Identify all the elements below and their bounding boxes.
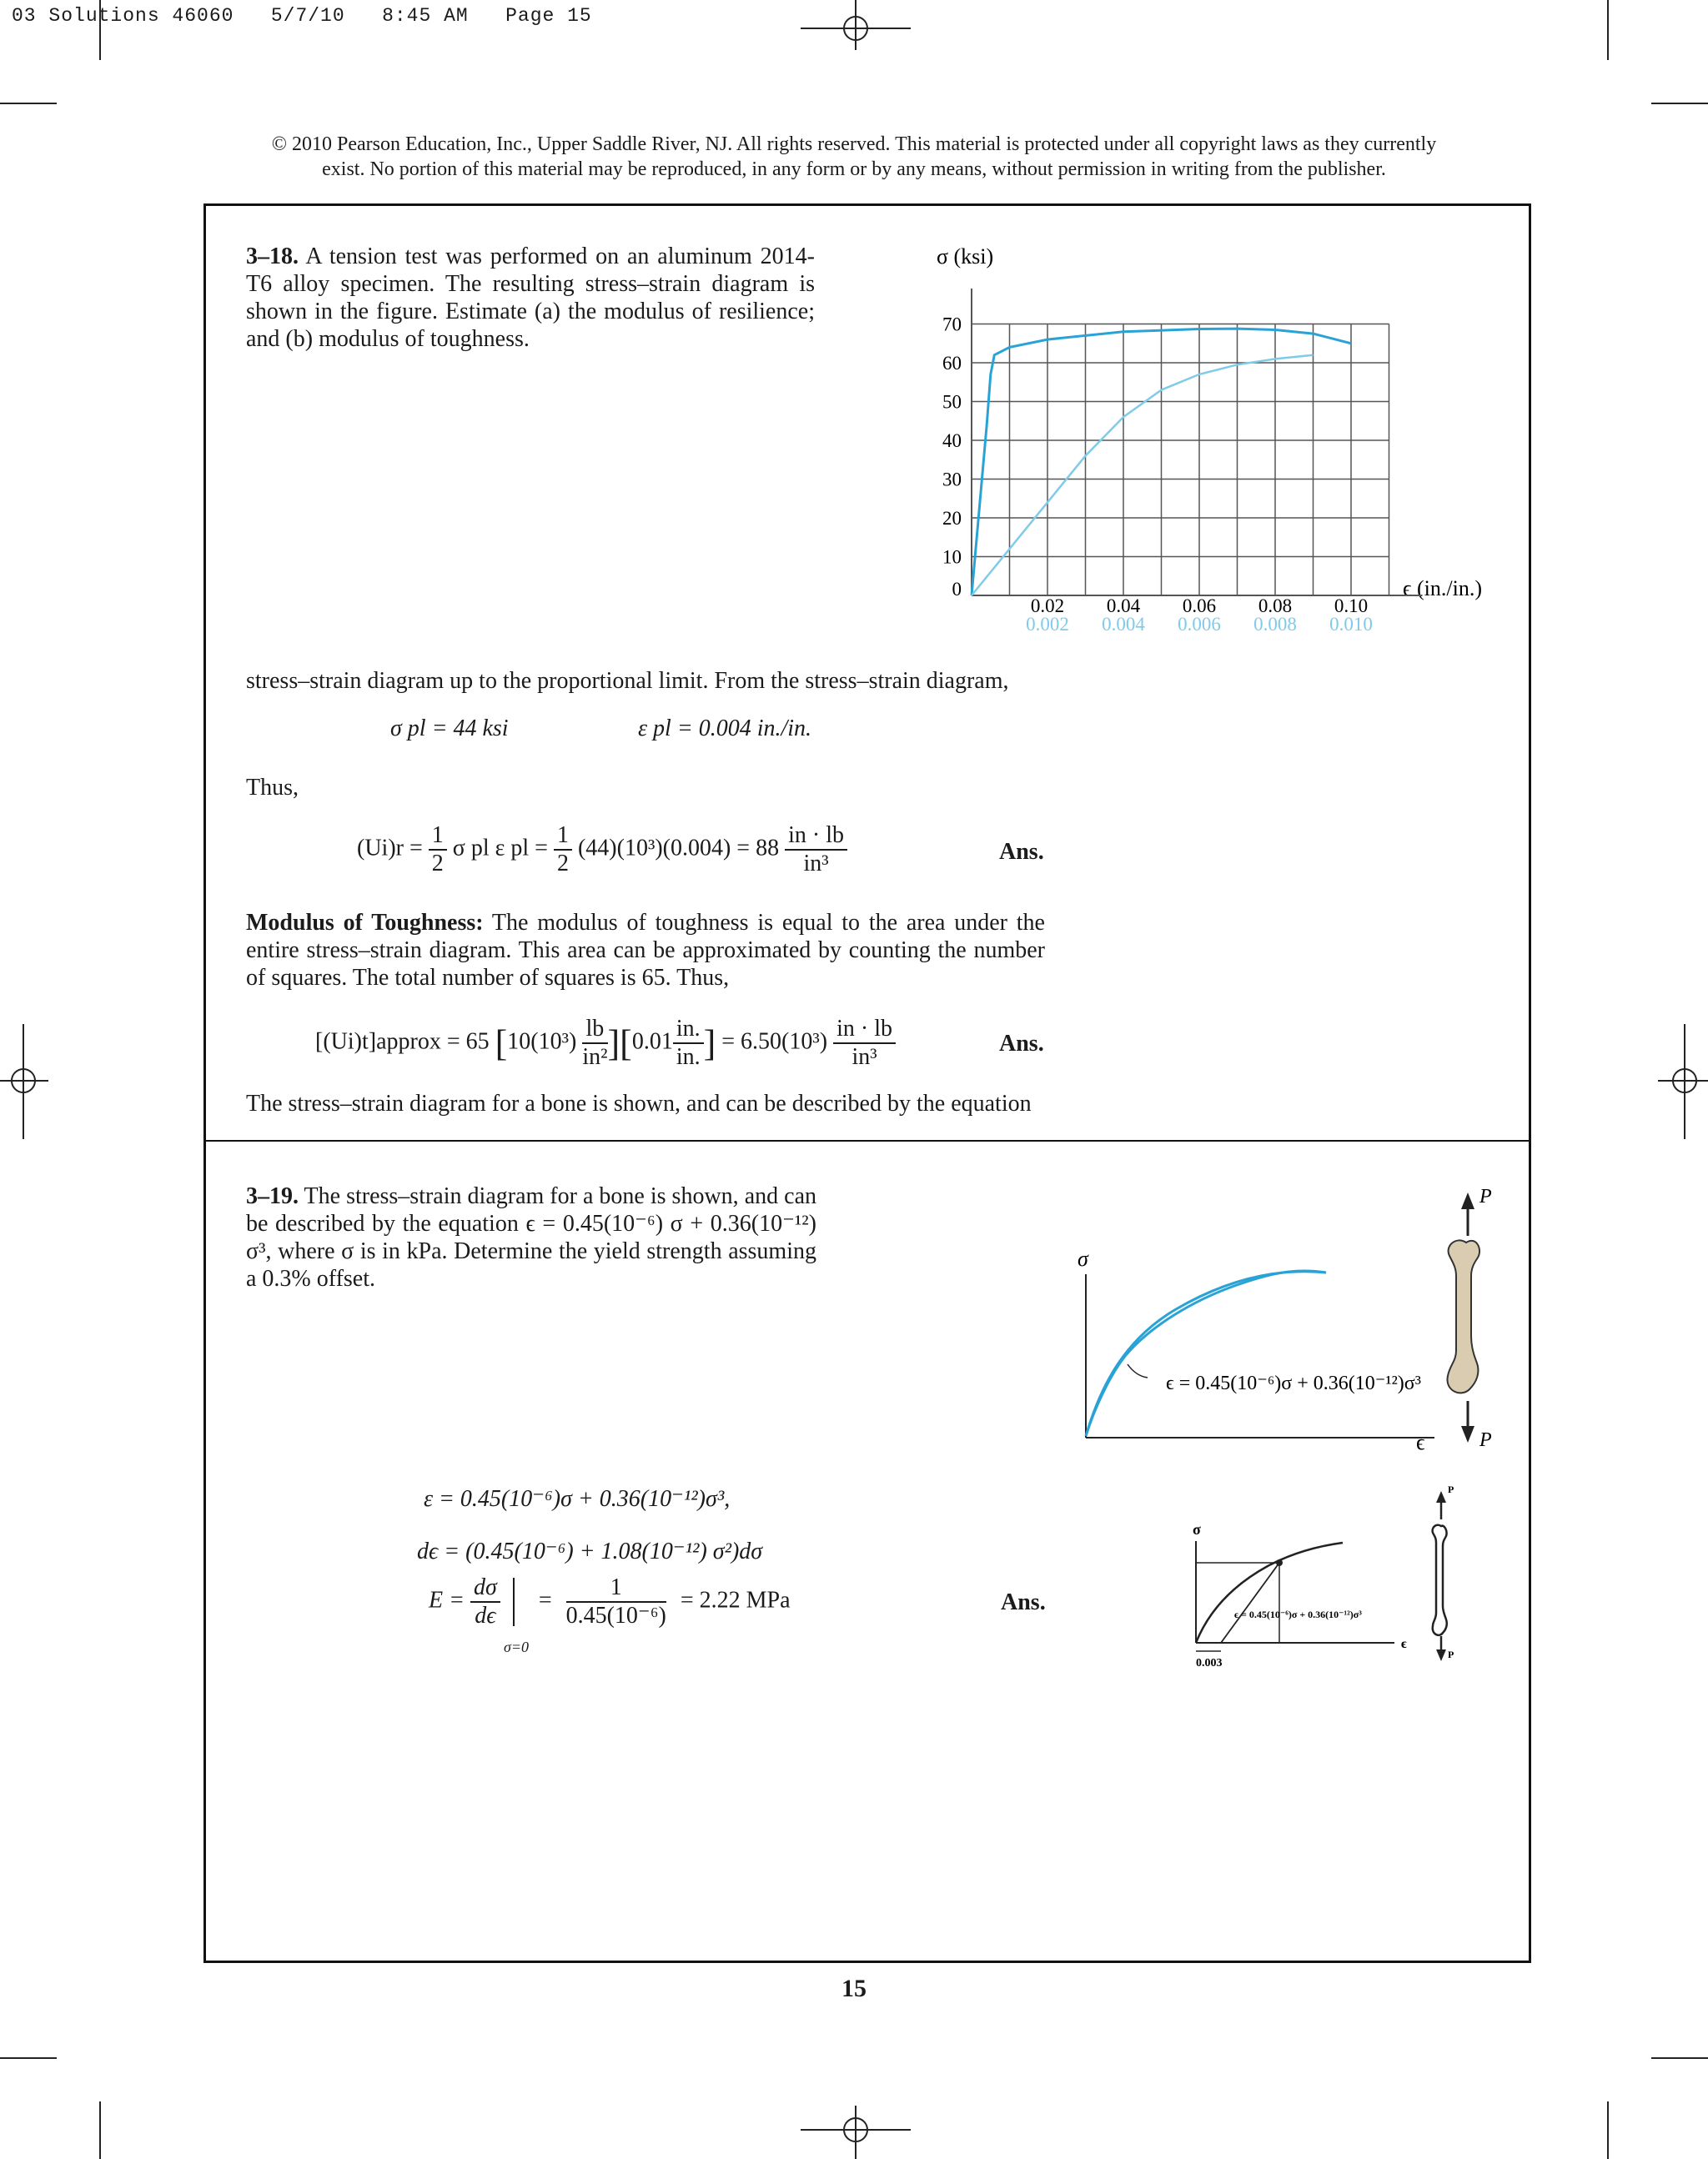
toughness-factor-2: 0.01 <box>631 1028 673 1055</box>
t-unit-den: in³ <box>851 1044 877 1070</box>
x-tick-label-lower: 0.002 <box>1026 614 1069 635</box>
answer-label-toughness: Ans. <box>999 1031 1044 1057</box>
derivative-num: dσ <box>470 1574 500 1603</box>
half-num: 1 <box>429 822 447 851</box>
problem-3-19-statement <box>246 1182 816 1293</box>
resilience-intro: stress–strain diagram up to the proportional limit. From the stress–strain diagram, <box>246 668 1009 694</box>
bone-curve <box>1086 1272 1326 1436</box>
y-tick-label: 20 <box>942 508 962 529</box>
thus-label: Thus, <box>246 775 299 801</box>
unit-lb-per-in2 <box>582 1016 607 1071</box>
epsilon-label-b: ϵ <box>1401 1637 1407 1651</box>
y-tick-label: 30 <box>942 469 962 490</box>
problem-number-3-19: 3–19. <box>246 1183 299 1209</box>
bone-icon <box>1447 1240 1479 1393</box>
y-tick-label: 40 <box>942 430 962 451</box>
inverse-num: 1 <box>566 1574 666 1603</box>
sigma-label: σ <box>1078 1247 1088 1271</box>
sigma-label-b: σ <box>1193 1521 1201 1538</box>
resilience-values: (44)(10³)(0.004) = 88 <box>577 835 780 861</box>
inverse-den: 0.45(10⁻⁶) <box>565 1603 666 1629</box>
unit-in-per-in <box>673 1016 704 1071</box>
toughness-equation: [(Ui)t]approx = 65 [10(10³) $\frac{lb}{\text{in²}}$ ][0.01 $\frac{in.}{in.}$ ] = 6.50(10³) $\frac{in \cdot lb}{\text{in³}}$ <box>315 1016 896 1071</box>
equals-sign: = <box>538 1587 552 1614</box>
x-tick-label-lower: 0.004 <box>1102 614 1145 635</box>
inverse-fraction <box>566 1574 666 1629</box>
in2-den: in² <box>582 1044 608 1070</box>
resilience-unit <box>785 822 847 877</box>
fraction-half <box>429 822 447 877</box>
toughness-result: = 6.50(10³) <box>721 1028 828 1055</box>
x-tick-label-upper: 0.06 <box>1182 595 1217 616</box>
modulus-lhs: E = <box>429 1587 465 1614</box>
copyright-line-2: exist. No portion of this material may be reproduced, in any form or by any means, without permission in writing from the publisher. <box>322 158 1386 180</box>
y-tick-label: 0 <box>952 579 962 600</box>
stress-strain-chart-3-18 <box>909 233 1510 650</box>
bone-icon-small <box>1433 1525 1447 1635</box>
unit-num: in · lb <box>785 822 847 851</box>
evaluation-point: σ=0 <box>504 1639 530 1655</box>
problem-number: 3–18. <box>246 244 299 269</box>
x-tick-label-upper: 0.10 <box>1334 595 1369 616</box>
toughness-unit <box>833 1016 896 1071</box>
modulus-result: = 2.22 MPa <box>680 1587 791 1614</box>
y-tick-label: 70 <box>942 314 962 335</box>
y-axis-label: σ (ksi) <box>937 244 994 269</box>
curve-equation: ϵ = 0.45(10⁻⁶)σ + 0.36(10⁻¹²)σ³ <box>1166 1373 1421 1394</box>
problem-3-18-statement <box>246 243 815 353</box>
x-tick-label-lower: 0.008 <box>1253 614 1297 635</box>
half-den-2: 2 <box>556 851 569 876</box>
load-label-bottom: P <box>1479 1429 1492 1451</box>
statement-text-3-19: The stress–strain diagram for a bone is shown, and can be described by the equation ϵ = 0.45(10⁻⁶) σ + 0.36(10⁻¹²) σ³, where σ is in kPa. Determine the yield strength assuming a 0.3% offset. <box>246 1183 817 1292</box>
eps-pl: ε pl = 0.004 in./in. <box>638 715 812 741</box>
y-tick-label: 50 <box>942 391 962 413</box>
toughness-lhs: [(Ui)t]approx = 65 <box>315 1028 490 1055</box>
page-number: 15 <box>841 1975 867 2002</box>
resilience-equation <box>357 822 847 877</box>
differential-equation: dϵ = (0.45(10⁻⁶) + 1.08(10⁻¹²) σ²)dσ <box>417 1539 763 1564</box>
x-tick-label-upper: 0.04 <box>1106 595 1141 616</box>
half-num-2: 1 <box>554 822 572 851</box>
x-axis-label: ϵ (in./in.) <box>1403 576 1483 600</box>
x-tick-label-upper: 0.08 <box>1258 595 1293 616</box>
load-label-top-b: P <box>1448 1484 1454 1495</box>
statement-text: A tension test was performed on an aluminum 2014-T6 alloy specimen. The resulting stress–strain diagram is shown in the figure. Estimate (a) the modulus of resilience; and (b) modulus of toughness. <box>246 244 815 352</box>
toughness-heading: Modulus of Toughness: <box>246 910 484 936</box>
toughness-paragraph <box>246 909 1045 992</box>
resilience-lhs: (Ui)r = <box>357 835 423 861</box>
trailing-text: The stress–strain diagram for a bone is shown, and can be described by the equation <box>246 1091 1032 1117</box>
sigma-pl: σ pl = 44 ksi <box>390 715 509 741</box>
answer-label-resilience: Ans. <box>999 839 1044 865</box>
t-unit-num: in · lb <box>833 1016 896 1044</box>
lb-num: lb <box>582 1016 607 1044</box>
lower-strain-curve <box>972 355 1314 595</box>
load-label-top: P <box>1479 1186 1492 1208</box>
half-den: 2 <box>431 851 444 876</box>
sigma-eps-product: σ pl ε pl = <box>452 835 548 861</box>
problem-divider <box>203 1140 1531 1142</box>
in-den: in. <box>676 1044 701 1070</box>
x-tick-label-upper: 0.02 <box>1030 595 1065 616</box>
derivative-den: dϵ <box>475 1603 496 1629</box>
derivative <box>470 1574 500 1629</box>
offset-method-figure <box>1176 1476 1459 1676</box>
modulus-equation <box>429 1574 791 1629</box>
bone-stress-strain-figure <box>1068 1176 1518 1468</box>
unit-den: in³ <box>803 851 829 876</box>
y-tick-label: 10 <box>942 546 962 568</box>
load-label-bottom-b: P <box>1448 1649 1454 1660</box>
x-tick-label-lower: 0.010 <box>1329 614 1373 635</box>
copyright-line-1: © 2010 Pearson Education, Inc., Upper Saddle River, NJ. All rights reserved. This material is protected under all copyright laws as they currently <box>271 133 1437 155</box>
toughness-factor-1: 10(10³) <box>507 1028 577 1055</box>
in-num: in. <box>673 1016 704 1044</box>
epsilon-label: ϵ <box>1416 1430 1425 1454</box>
x-tick-label-lower: 0.006 <box>1178 614 1221 635</box>
print-header: 03 Solutions 46060 5/7/10 8:45 AM Page 15 <box>12 5 592 27</box>
curve-equation-b: ϵ = 0.45(10⁻⁶)σ + 0.36(10⁻¹²)σ³ <box>1234 1609 1362 1620</box>
copyright-notice <box>0 132 1708 182</box>
fraction-half-2 <box>554 822 572 877</box>
strain-equation: ε = 0.45(10⁻⁶)σ + 0.36(10⁻¹²)σ³, <box>424 1486 731 1512</box>
answer-label-3-19: Ans. <box>1001 1589 1046 1615</box>
toughness-text: The modulus of toughness is equal to the area under the entire stress–strain diagram. This area can be approximated by counting the number of squares. The total number of squares is 65. Thus, <box>246 910 1045 991</box>
offset-label: 0.003 <box>1196 1657 1223 1669</box>
y-tick-label: 60 <box>942 353 962 374</box>
